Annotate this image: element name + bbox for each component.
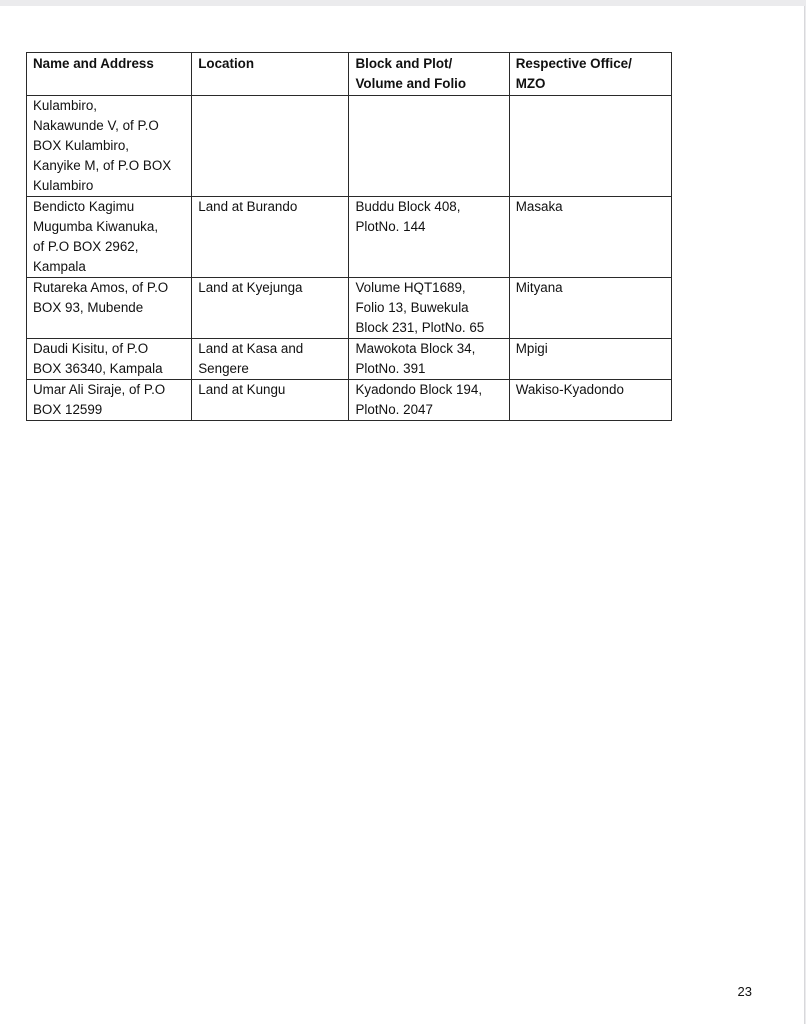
cell-location bbox=[192, 96, 349, 197]
cell-name-and-address: Umar Ali Siraje, of P.O BOX 12599 bbox=[27, 380, 192, 421]
page-number: 23 bbox=[737, 984, 752, 999]
table-header-row bbox=[27, 53, 672, 96]
cell-name-and-address: Kulambiro, Nakawunde V, of P.O BOX Kulambiro, Kanyike M, of P.O BOX Kulambiro bbox=[27, 96, 192, 197]
cell-respective-office: Wakiso-Kyadondo bbox=[509, 380, 671, 421]
table-row bbox=[27, 96, 672, 197]
cell-respective-office: Mityana bbox=[509, 278, 671, 339]
cell-name-and-address: Daudi Kisitu, of P.O BOX 36340, Kampala bbox=[27, 339, 192, 380]
cell-name-and-address: Rutareka Amos, of P.O BOX 93, Mubende bbox=[27, 278, 192, 339]
cell-location: Land at Kasa and Sengere bbox=[192, 339, 349, 380]
cell-block-and-plot: Mawokota Block 34, PlotNo. 391 bbox=[349, 339, 509, 380]
document-page bbox=[0, 6, 805, 1024]
cell-location: Land at Kyejunga bbox=[192, 278, 349, 339]
cell-name-and-address: Bendicto Kagimu Mugumba Kiwanuka, of P.O BOX 2962, Kampala bbox=[27, 197, 192, 278]
cell-respective-office bbox=[509, 96, 671, 197]
land-records-table bbox=[26, 52, 672, 421]
header-location: Location bbox=[192, 53, 349, 96]
cell-respective-office: Masaka bbox=[509, 197, 671, 278]
header-respective-office: Respective Office/ MZO bbox=[509, 53, 671, 96]
cell-location: Land at Burando bbox=[192, 197, 349, 278]
table-row bbox=[27, 278, 672, 339]
cell-block-and-plot: Kyadondo Block 194, PlotNo. 2047 bbox=[349, 380, 509, 421]
cell-respective-office: Mpigi bbox=[509, 339, 671, 380]
cell-block-and-plot: Buddu Block 408, PlotNo. 144 bbox=[349, 197, 509, 278]
cell-location: Land at Kungu bbox=[192, 380, 349, 421]
cell-block-and-plot: Volume HQT1689, Folio 13, Buwekula Block 231, PlotNo. 65 bbox=[349, 278, 509, 339]
table-row bbox=[27, 380, 672, 421]
table-row bbox=[27, 197, 672, 278]
header-block-and-plot: Block and Plot/ Volume and Folio bbox=[349, 53, 509, 96]
header-name-and-address: Name and Address bbox=[27, 53, 192, 96]
table-row bbox=[27, 339, 672, 380]
cell-block-and-plot bbox=[349, 96, 509, 197]
